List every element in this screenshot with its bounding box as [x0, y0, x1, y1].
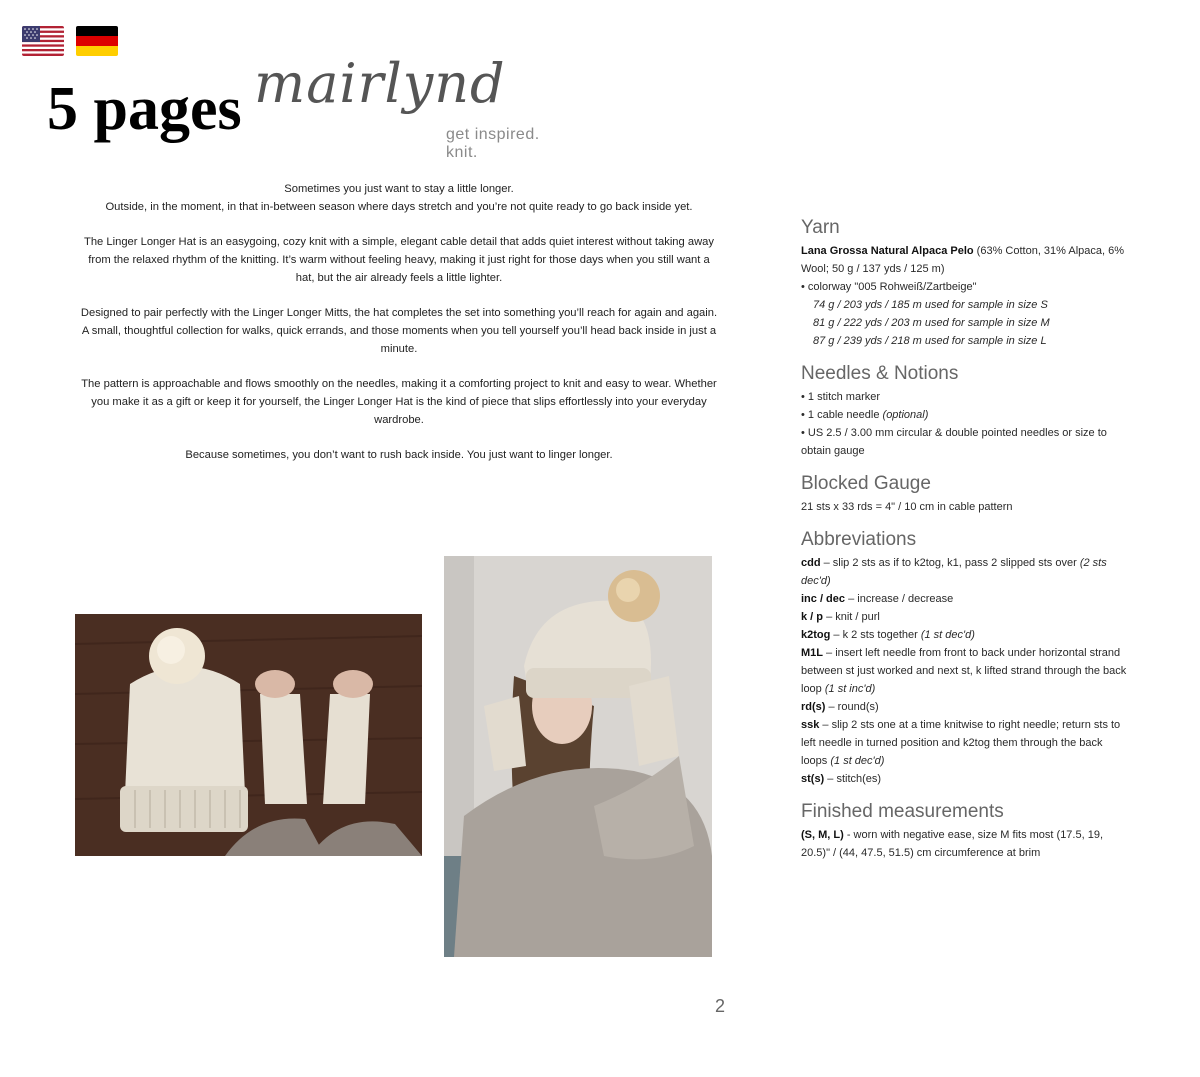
abbreviations-section [801, 526, 1131, 788]
notion-item: • 1 cable needle (optional) [801, 409, 929, 421]
abbreviation-item: st(s) – stitch(es) [801, 773, 882, 785]
yarn-amount-size-m: 81 g / 222 yds / 203 m used for sample in size M [813, 317, 1050, 329]
abbreviation-item: rd(s) – round(s) [801, 701, 879, 713]
logo-tagline: get inspired. knit. [446, 126, 540, 161]
abbreviation-item: k2tog – k 2 sts together (1 st dec'd) [801, 629, 975, 641]
photo-hat-and-mitts [75, 614, 422, 856]
page-count-title: 5 pages [47, 75, 242, 143]
yarn-name: Lana Grossa Natural Alpaca Pelo [801, 245, 974, 257]
logo-script: mairlynd [254, 52, 506, 115]
page-number: 2 [714, 996, 725, 1016]
intro-text [80, 180, 718, 481]
yarn-amount-size-l: 87 g / 239 yds / 218 m used for sample in size L [813, 335, 1047, 347]
needles-heading: Needles & Notions [801, 363, 959, 384]
abbreviation-item: M1L – insert left needle from front to back under horizontal strand between st just worked and next st, k lifted strand through the back loop (1 st inc'd) [801, 647, 1127, 695]
language-switcher [22, 26, 118, 56]
notion-item: • US 2.5 / 3.00 mm circular & double pointed needles or size to obtain gauge [801, 427, 1107, 457]
gauge-section [801, 470, 1131, 516]
us-flag-icon[interactable] [22, 26, 64, 56]
notion-item: • 1 stitch marker [801, 391, 881, 403]
gauge-heading: Blocked Gauge [801, 473, 931, 494]
abbreviations-heading: Abbreviations [801, 529, 917, 550]
germany-flag-icon[interactable] [76, 26, 118, 56]
finished-measurements-section [801, 798, 1131, 862]
yarn-description [801, 242, 1131, 278]
intro-paragraph: Sometimes you just want to stay a little longer. Outside, in the moment, in that in-between season where days stretch and you’re not quite ready to go back inside yet. [105, 183, 693, 213]
finished-heading: Finished measurements [801, 801, 1004, 822]
needles-section [801, 360, 1131, 460]
yarn-details: (63% Cotton, 31% Alpaca, 6% Wool; 50 g / 137 yds / 125 m) [801, 245, 1125, 275]
finished-sizes-label: (S, M, L) [801, 829, 844, 841]
brand-logo [246, 52, 576, 161]
intro-paragraph: Because sometimes, you don’t want to rush back inside. You just want to linger longer. [185, 449, 613, 461]
intro-paragraph: The Linger Longer Hat is an easygoing, cozy knit with a simple, elegant cable detail that adds quiet interest without taking away from the relaxed rhythm of the knitting. It’s warm without feeling heavy, making it just right for those days when you still want a hat, but the air already feels a little lighter. [84, 236, 714, 284]
yarn-amount-size-s: 74 g / 203 yds / 185 m used for sample in size S [813, 299, 1048, 311]
photo-model-wearing-hat [444, 556, 712, 957]
abbreviation-item: inc / dec – increase / decrease [801, 593, 954, 605]
yarn-section [801, 214, 1131, 350]
yarn-heading: Yarn [801, 217, 840, 238]
abbreviation-item: cdd – slip 2 sts as if to k2tog, k1, pass 2 slipped sts over (2 sts dec'd) [801, 557, 1107, 587]
gauge-text: 21 sts x 33 rds = 4" / 10 cm in cable pattern [801, 501, 1013, 513]
yarn-colorway: • colorway "005 Rohweiß/Zartbeige" [801, 281, 977, 293]
abbreviation-item: k / p – knit / purl [801, 611, 880, 623]
intro-paragraph: The pattern is approachable and flows smoothly on the needles, making it a comforting project to knit and easy to wear. Whether you make it as a gift or keep it for yourself, the Linger Longer Hat is the kind of piece that slips effortlessly into your everyday wardrobe. [81, 378, 717, 426]
pattern-details-sidebar [801, 214, 1131, 872]
intro-paragraph: Designed to pair perfectly with the Linger Longer Mitts, the hat completes the set into something you’ll reach for again and again. A small, thoughtful collection for walks, quick errands, and those moments when you tell yourself you’ll head back inside in just a minute. [80, 307, 718, 355]
abbreviation-item: ssk – slip 2 sts one at a time knitwise to right needle; return sts to left needle in turned position and k2tog them through the back loops (1 st dec'd) [801, 719, 1121, 767]
finished-text: (S, M, L) - worn with negative ease, size M fits most (17.5, 19, 20.5)" / (44, 47.5, 51.5) cm circumference at brim [801, 829, 1104, 859]
